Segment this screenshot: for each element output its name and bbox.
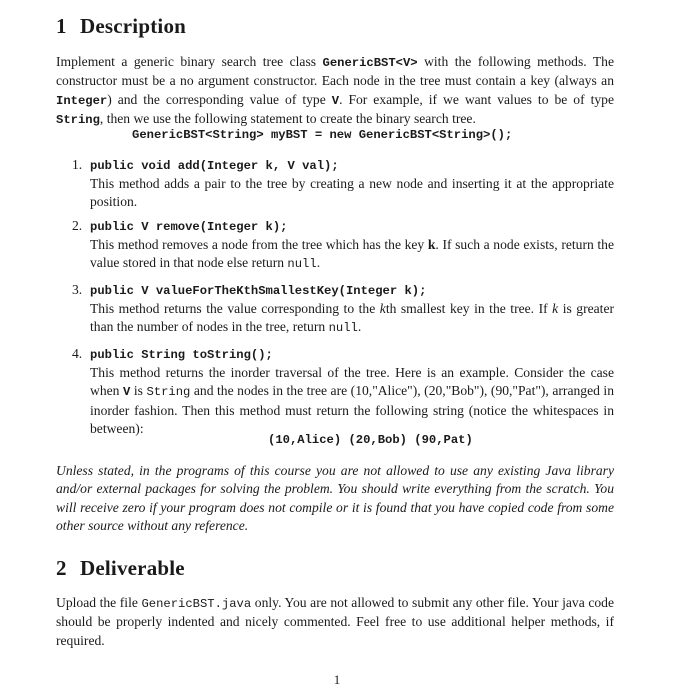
section-2-heading: 2 Deliverable <box>56 556 185 580</box>
item-number: 4. <box>72 346 83 361</box>
method-item-remove <box>72 217 614 274</box>
code-example: GenericBST<String> myBST = new GenericBST<String>(); <box>132 128 513 142</box>
method-signature: public V remove(Integer k); <box>90 220 288 234</box>
page-number: 1 <box>333 672 341 687</box>
method-item-tostring <box>72 345 614 438</box>
intro-paragraph: Implement a generic binary search tree class GenericBST<V> with the following methods. The constructor must be a no argument constructor. Each node in the tree must contain a key (always an Integer) and the corresponding value of type V. For example, if we want values to be of type String, then we use the following statement to create the binary search tree. <box>56 54 614 127</box>
method-item-kth-smallest <box>72 281 614 338</box>
section-1-heading: 1 Description <box>56 14 187 38</box>
method-description: This method removes a node from the tree which has the key k. If such a node exists, return the value stored in that node else return null. <box>90 237 615 272</box>
method-description: This method returns the inorder traversal of the tree. Here is an example. Consider the case when V is String and the nodes in the tree are (10,"Alice"), (20,"Bob"), (90,"Pat"), arranged in inorder fashion. Then this method must return the following string (notice the whitespaces in between): <box>90 365 615 436</box>
tostring-output-example: (10,Alice) (20,Bob) (90,Pat) <box>268 433 473 447</box>
deliverable-paragraph: Upload the file GenericBST.java only. You are not allowed to submit any other file. Your java code should be properly indented and nicely commented. Feel free to use additional helper methods, if required. <box>56 595 614 648</box>
method-description: This method adds a pair to the tree by creating a new node and inserting it at the appropriate position. <box>90 176 614 210</box>
method-signature: public V valueForTheKthSmallestKey(Integer k); <box>90 284 427 298</box>
method-signature: public void add(Integer k, V val); <box>90 159 339 173</box>
academic-integrity-note: Unless stated, in the programs of this course you are not allowed to use any existing Java library and/or external packages for solving the problem. You should write everything from the scratch. You will receive zero if your program does not compile or it is found that you have copied code from some other source without any reference. <box>56 463 614 533</box>
item-number: 3. <box>72 282 83 297</box>
item-number: 1. <box>72 157 83 172</box>
method-signature: public String toString(); <box>90 348 273 362</box>
method-description: This method returns the value corresponding to the kth smallest key in the tree. If k is greater than the number of nodes in the tree, return null. <box>90 301 615 336</box>
item-number: 2. <box>72 218 83 233</box>
method-item-add <box>72 156 614 212</box>
